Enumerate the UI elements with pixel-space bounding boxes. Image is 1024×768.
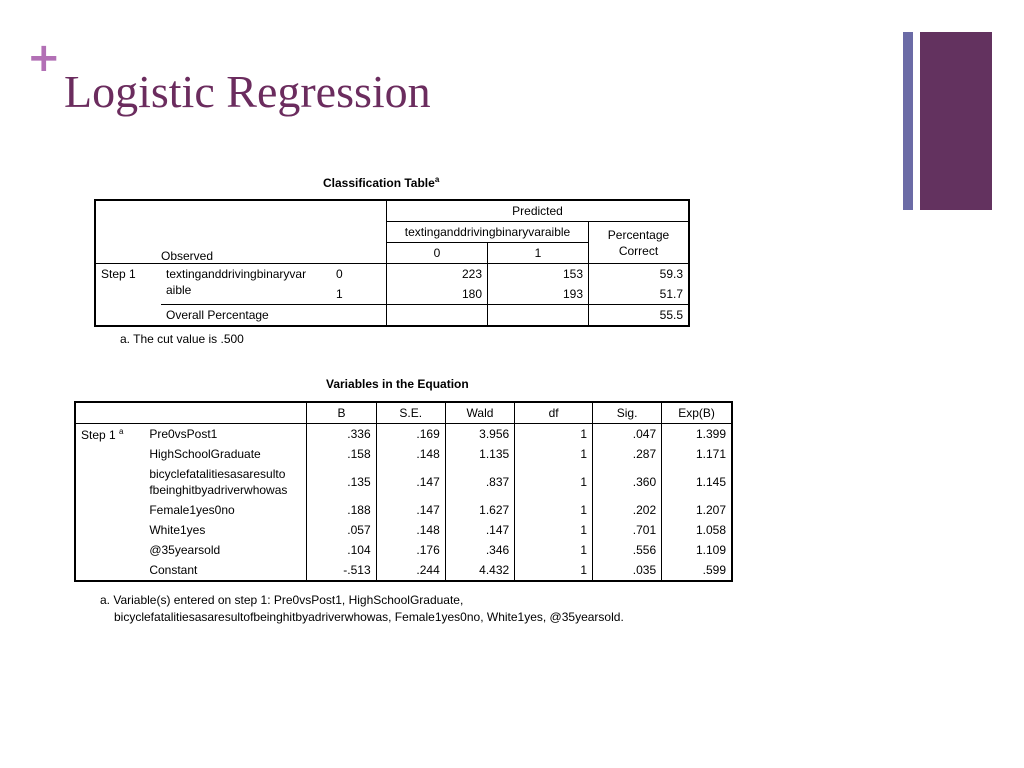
dependent-variable-header: textinganddrivingbinaryvaraible bbox=[387, 222, 589, 243]
table-row bbox=[75, 500, 732, 520]
cell-df: 1 bbox=[515, 540, 593, 560]
step-label: Step 1 bbox=[95, 264, 161, 305]
cell-sig: .035 bbox=[593, 560, 662, 581]
var-name: White1yes bbox=[149, 523, 206, 537]
cell-expb: 1.399 bbox=[662, 424, 732, 445]
cell-se: .176 bbox=[376, 540, 445, 560]
observed-variable: textinganddrivingbinaryvar aible bbox=[161, 264, 331, 305]
pct-1: 51.7 bbox=[589, 284, 690, 305]
decorative-bar-thick bbox=[920, 32, 992, 210]
cell-sig: .360 bbox=[593, 464, 662, 500]
observed-label: Observed bbox=[161, 249, 214, 263]
cell-wald: 3.956 bbox=[445, 424, 514, 445]
header-expb: Exp(B) bbox=[662, 402, 732, 424]
observed-header-cell bbox=[95, 200, 387, 264]
cell-wald: .147 bbox=[445, 520, 514, 540]
step-label: Step 1 $^a$ bbox=[81, 427, 124, 442]
var-name: Constant bbox=[149, 563, 198, 577]
cell-b: .104 bbox=[307, 540, 376, 560]
cell-df: 1 bbox=[515, 464, 593, 500]
cell-df: 1 bbox=[515, 444, 593, 464]
cell-wald: .346 bbox=[445, 540, 514, 560]
cell-se: .148 bbox=[376, 444, 445, 464]
cell-sig: .047 bbox=[593, 424, 662, 445]
cell-expb: .599 bbox=[662, 560, 732, 581]
cell-se: .244 bbox=[376, 560, 445, 581]
table-row bbox=[75, 560, 732, 581]
cell-df: 1 bbox=[515, 520, 593, 540]
classification-footnote: a. The cut value is .500 bbox=[120, 332, 244, 346]
cell-se: .147 bbox=[376, 500, 445, 520]
cell-sig: .701 bbox=[593, 520, 662, 540]
cell-sig: .556 bbox=[593, 540, 662, 560]
decorative-bar-thin bbox=[903, 32, 913, 210]
cell-1-0: 180 bbox=[387, 284, 488, 305]
cell-wald: 1.627 bbox=[445, 500, 514, 520]
variables-table-caption: Variables in the Equation bbox=[326, 377, 469, 391]
cell-se: .147 bbox=[376, 464, 445, 500]
cell-b: .336 bbox=[307, 424, 376, 445]
header-b: B bbox=[307, 402, 376, 424]
cell-df: 1 bbox=[515, 424, 593, 445]
level-1: 1 bbox=[336, 287, 343, 301]
cell-0-0: 223 bbox=[387, 264, 488, 285]
cell-b: .158 bbox=[307, 444, 376, 464]
header-df: df bbox=[515, 402, 593, 424]
var-name: Pre0vsPost1 bbox=[149, 427, 218, 441]
cell-expb: 1.109 bbox=[662, 540, 732, 560]
slide-title: Logistic Regression bbox=[64, 66, 431, 117]
overall-percentage-value: 55.5 bbox=[589, 305, 690, 327]
table-row bbox=[75, 444, 732, 464]
cell-1-1: 193 bbox=[488, 284, 589, 305]
table-row bbox=[75, 424, 732, 445]
classification-table-caption: Classification Table$^a$ bbox=[323, 175, 440, 190]
pred-col-0: 0 bbox=[387, 243, 488, 264]
level-0: 0 bbox=[331, 264, 387, 285]
pct-0: 59.3 bbox=[589, 264, 690, 285]
percentage-correct-header: Percentage Correct bbox=[589, 222, 690, 264]
cell-expb: 1.058 bbox=[662, 520, 732, 540]
overall-percentage-label: Overall Percentage bbox=[161, 305, 387, 327]
header-wald: Wald bbox=[445, 402, 514, 424]
cell-b: .188 bbox=[307, 500, 376, 520]
cell-expb: 1.171 bbox=[662, 444, 732, 464]
predicted-header: Predicted bbox=[387, 200, 690, 222]
header-sig: Sig. bbox=[593, 402, 662, 424]
cell-sig: .287 bbox=[593, 444, 662, 464]
cell-expb: 1.145 bbox=[662, 464, 732, 500]
table-row bbox=[75, 540, 732, 560]
cell-sig: .202 bbox=[593, 500, 662, 520]
var-name: bicyclefatalitiesasaresulto fbeinghitbyadriverwhowas bbox=[149, 467, 288, 497]
table-row bbox=[75, 520, 732, 540]
pred-col-1: 1 bbox=[488, 243, 589, 264]
cell-df: 1 bbox=[515, 500, 593, 520]
var-name: Female1yes0no bbox=[149, 503, 235, 517]
cell-wald: .837 bbox=[445, 464, 514, 500]
table-row bbox=[75, 464, 732, 500]
cell-wald: 4.432 bbox=[445, 560, 514, 581]
cell-expb: 1.207 bbox=[662, 500, 732, 520]
var-name: @35yearsold bbox=[149, 543, 221, 557]
header-se: S.E. bbox=[376, 402, 445, 424]
cell-wald: 1.135 bbox=[445, 444, 514, 464]
plus-icon: + bbox=[27, 35, 61, 81]
cell-b: -.513 bbox=[307, 560, 376, 581]
classification-table bbox=[94, 199, 690, 327]
cell-se: .148 bbox=[376, 520, 445, 540]
cell-0-1: 153 bbox=[488, 264, 589, 285]
variables-table bbox=[74, 401, 733, 582]
variables-footnote: a. Variable(s) entered on step 1: Pre0vsPost1, HighSchoolGraduate, bicyclefatalitiesasaresultofbeinghitbyadriverwhowas, Female1yes0no, White1yes, @35yearsold. bbox=[100, 593, 624, 624]
var-name: HighSchoolGraduate bbox=[149, 447, 261, 461]
cell-df: 1 bbox=[515, 560, 593, 581]
cell-b: .057 bbox=[307, 520, 376, 540]
cell-se: .169 bbox=[376, 424, 445, 445]
cell-b: .135 bbox=[307, 464, 376, 500]
